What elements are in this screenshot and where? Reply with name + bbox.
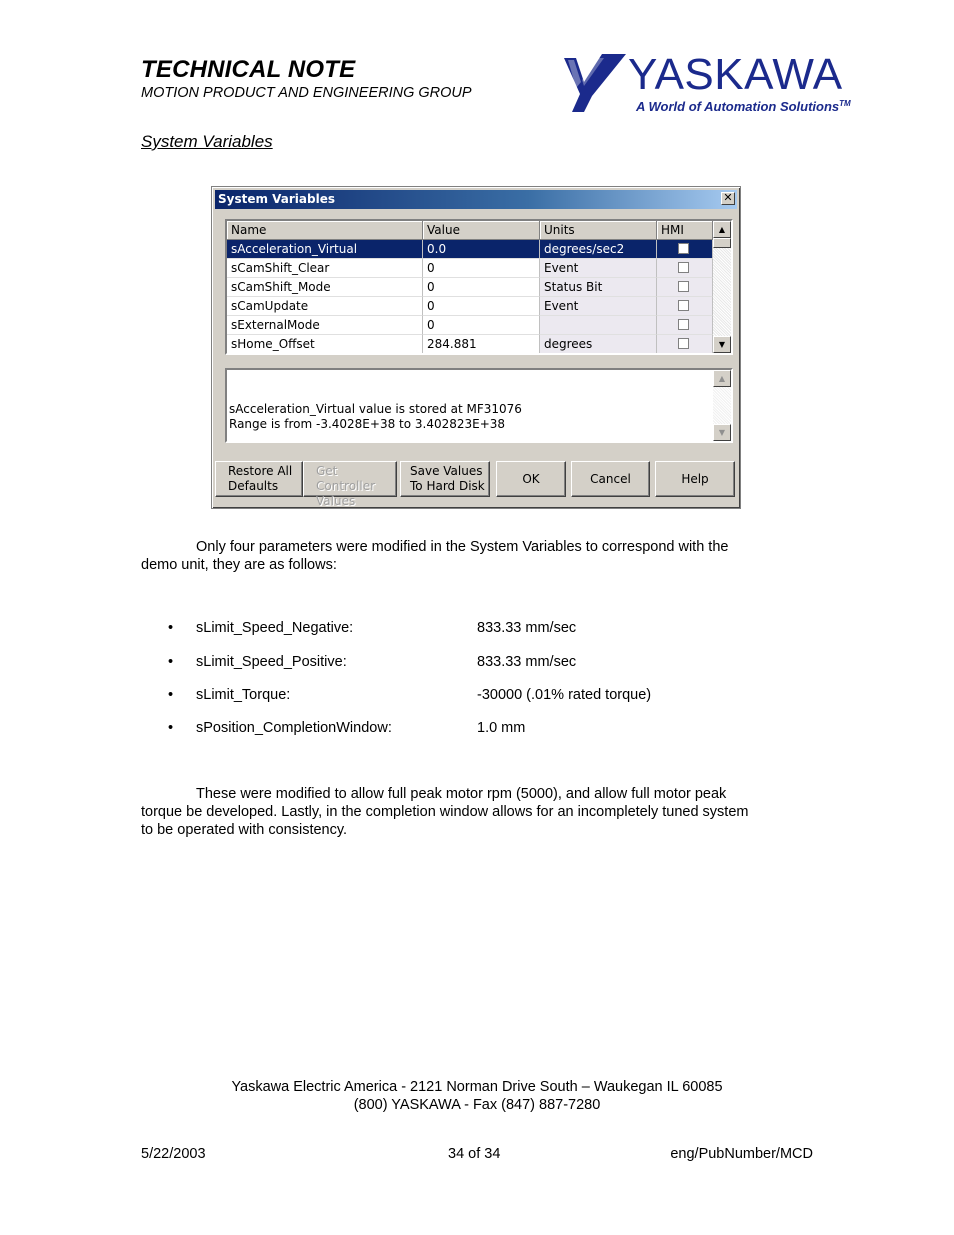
cell-hmi [657,259,713,278]
variables-grid [225,219,733,355]
cell-value[interactable]: 0.0 [423,240,540,259]
yaskawa-swoosh-icon [562,52,628,114]
dialog-title: System Variables [218,192,336,206]
grid-scrollbar[interactable] [713,221,731,353]
cell-units: Event [540,259,657,278]
paragraph-line: demo unit, they are as follows: [141,557,337,573]
cell-value[interactable]: 0 [423,278,540,297]
footer-phone: (800) YASKAWA - Fax (847) 887-7280 [353,1097,601,1113]
cell-hmi [657,335,713,354]
parameter-name: sPosition_CompletionWindow: [196,720,392,736]
scroll-up-icon[interactable]: ▲ [713,370,731,387]
table-row[interactable] [227,278,713,297]
hmi-checkbox[interactable] [678,319,689,330]
cell-name: sHome_Offset [227,335,423,354]
parameter-value: 1.0 mm [477,720,526,736]
dialog-titlebar [215,190,737,209]
section-heading: System Variables [141,132,273,151]
help-button[interactable]: Help [655,461,735,497]
bullet-icon: • [168,687,174,703]
cell-name: sCamShift_Clear [227,259,423,278]
cell-hmi [657,297,713,316]
cancel-button[interactable]: Cancel [571,461,650,497]
parameter-name: sLimit_Torque: [196,687,291,703]
save-values-button[interactable]: Save Values To Hard Disk [400,461,490,497]
document-title: TECHNICAL NOTE [141,56,356,83]
parameter-name: sLimit_Speed_Positive: [196,654,347,670]
paragraph-line: torque be developed. Lastly, in the completion window allows for an incompletely tuned system [141,804,749,820]
cell-value[interactable]: 0 [423,297,540,316]
page-number: 34 of 34 [448,1146,501,1162]
closing-paragraph [141,785,811,839]
cell-name: sExternalMode [227,316,423,335]
table-row[interactable] [227,335,713,354]
bullet-icon: • [168,720,174,736]
list-item [168,720,768,740]
column-header-name[interactable]: Name [227,221,423,240]
list-item [168,687,768,707]
cell-units: Event [540,297,657,316]
restore-all-defaults-button[interactable]: Restore All Defaults [215,461,303,497]
logo-wordmark: YASKAWA [628,50,843,99]
ok-button[interactable]: OK [496,461,566,497]
paragraph-line: Only four parameters were modified in the System Variables to correspond with the [196,539,729,555]
hmi-checkbox[interactable] [678,281,689,292]
cell-hmi [657,240,713,259]
intro-paragraph [141,538,811,574]
scroll-down-icon[interactable]: ▼ [713,336,731,353]
scroll-down-icon[interactable]: ▼ [713,424,731,441]
document-subtitle: MOTION PRODUCT AND ENGINEERING GROUP [141,85,472,101]
variable-description-box [225,368,733,443]
cell-hmi [657,278,713,297]
cell-name: sAcceleration_Virtual [227,240,423,259]
cell-name: sCamShift_Mode [227,278,423,297]
description-line: sAcceleration_Virtual value is stored at MF31076 [229,402,522,416]
publication-number: eng/PubNumber/MCD [670,1146,813,1162]
hmi-checkbox[interactable] [678,338,689,349]
close-icon[interactable]: ✕ [721,192,735,205]
yaskawa-logo [562,52,852,116]
cell-hmi [657,316,713,335]
cell-units: degrees/sec2 [540,240,657,259]
table-row[interactable] [227,259,713,278]
parameter-value: -30000 (.01% rated torque) [477,687,652,703]
cell-units: degrees [540,335,657,354]
table-row[interactable] [227,316,713,335]
logo-tagline: A World of Automation Solutions™ [636,99,851,114]
scroll-thumb[interactable] [713,238,731,248]
column-header-hmi[interactable]: HMI [657,221,713,240]
column-header-value[interactable]: Value [423,221,540,240]
paragraph-line: These were modified to allow full peak motor rpm (5000), and allow full motor peak [196,786,727,802]
paragraph-line: to be operated with consistency. [141,822,348,838]
cell-units: Status Bit [540,278,657,297]
list-item [168,654,768,674]
hmi-checkbox[interactable] [678,262,689,273]
cell-name: sCamUpdate [227,297,423,316]
description-scrollbar[interactable] [713,370,731,441]
scroll-up-icon[interactable]: ▲ [713,221,731,238]
get-controller-values-button[interactable]: Get Controller Values [303,461,397,497]
grid-header [227,221,713,240]
table-row[interactable] [227,240,713,259]
cell-value[interactable]: 284.881 [423,335,540,354]
footer-date: 5/22/2003 [141,1146,206,1162]
list-item [168,620,768,640]
cell-value[interactable]: 0 [423,316,540,335]
hmi-checkbox[interactable] [678,243,689,254]
bullet-icon: • [168,654,174,670]
hmi-checkbox[interactable] [678,300,689,311]
bullet-icon: • [168,620,174,636]
parameter-name: sLimit_Speed_Negative: [196,620,354,636]
column-header-units[interactable]: Units [540,221,657,240]
table-row[interactable] [227,297,713,316]
parameter-value: 833.33 mm/sec [477,654,577,670]
system-variables-dialog [211,186,741,509]
cell-units [540,316,657,335]
footer-address: Yaskawa Electric America - 2121 Norman Drive South – Waukegan IL 60085 [231,1079,723,1095]
cell-value[interactable]: 0 [423,259,540,278]
description-line: Range is from -3.4028E+38 to 3.402823E+38 [229,417,506,431]
parameter-value: 833.33 mm/sec [477,620,577,636]
